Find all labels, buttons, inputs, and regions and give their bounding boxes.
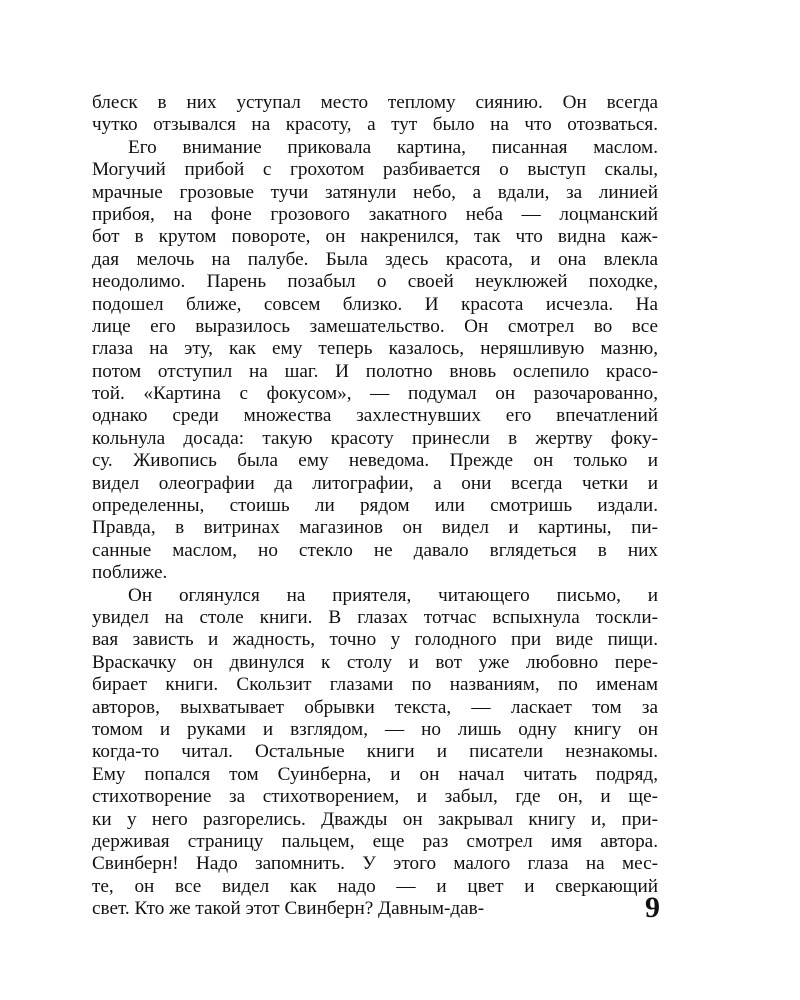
text-line: блеск в них уступал место теплому сиянию. Он всегда bbox=[92, 92, 658, 113]
text-line: лице его выразилось замешательство. Он смотрел во все bbox=[92, 315, 658, 337]
text-line: стихотворение за стихотворением, и забыл, где он, и щe- bbox=[92, 786, 658, 808]
text-line: свет. Кто же такой этот Свинберн? Давным-дав- bbox=[92, 898, 485, 920]
text-line: мрачные грозовые тучи затянули небо, а вдали, за линией bbox=[92, 181, 658, 203]
text-line: дая мелочь на палубе. Была здесь красота, и она влекла bbox=[92, 248, 658, 270]
text-line: поближе. bbox=[92, 562, 168, 584]
text-line: Правда, в витринах магазинов он видел и картины, пи- bbox=[92, 517, 658, 539]
text-line: авторов, выхватывает обрывки текста, — ласкает том за bbox=[92, 696, 658, 718]
text-line: Могучий прибой с грохотом разбивается о выступ скалы, bbox=[92, 159, 658, 181]
text-line: Ему попался том Суинберна, и он начал читать подряд, bbox=[92, 763, 658, 785]
text-line: су. Живопись была ему неведома. Прежде он только и bbox=[92, 450, 658, 472]
text-line: томом и руками и взглядом, — но лишь одну книгу он bbox=[92, 718, 658, 740]
text-line: определенны, стоишь ли рядом или смотришь издали. bbox=[92, 495, 658, 517]
text-line: ки у него разгорелись. Дважды он закрывал книгу и, при- bbox=[92, 808, 658, 830]
text-line: однако среди множества захлестнувших его впечатлений bbox=[92, 405, 658, 427]
text-line: прибоя, на фоне грозового закатного неба — лоцманский bbox=[92, 203, 658, 225]
text-line: те, он все видел как надо — и цвет и сверкающий bbox=[92, 875, 658, 897]
text-line: Враскачку он двинулся к столу и вот уже любовно пере- bbox=[92, 651, 658, 673]
text-line: санные маслом, но стекло не давало вглядеться в них bbox=[92, 539, 658, 561]
text-line: когда-то читал. Остальные книги и писатели незнакомы. bbox=[92, 741, 658, 763]
text-line: бот в крутом повороте, он накренился, так что видна каж- bbox=[92, 226, 658, 248]
text-line: чутко отзывался на красоту, а тут было на что отозваться. bbox=[92, 114, 658, 136]
text-line: бирает книги. Скользит глазами по названиям, по именам bbox=[92, 674, 658, 696]
text-line: Его внимание приковала картина, писанная маслом. bbox=[128, 136, 658, 158]
page-number: 9 bbox=[645, 891, 660, 925]
text-line: вая зависть и жадность, точно у голодного при виде пищи. bbox=[92, 629, 658, 651]
text-line: неодолимо. Парень позабыл о своей неуклюжей походке, bbox=[92, 271, 658, 293]
text-line: кольнула досада: такую красоту принесли в жертву фоку- bbox=[92, 427, 658, 449]
text-line: потом отступил на шаг. И полотно вновь ослепило красо- bbox=[92, 360, 658, 382]
text-line: той. «Картина с фокусом», — подумал он разочарованно, bbox=[92, 383, 658, 405]
text-line: Свинберн! Надо запомнить. У этого малого глаза на мес- bbox=[92, 853, 658, 875]
text-line: держивая страницу пальцем, еще раз смотрел имя автора. bbox=[92, 830, 658, 852]
last-line-row bbox=[92, 891, 660, 925]
text-line: глаза на эту, как ему теперь казалось, неряшливую мазню, bbox=[92, 338, 658, 360]
text-line: видел олеографии да литографии, а они всегда четки и bbox=[92, 472, 658, 494]
text-line: увидел на столе книги. В глазах тотчас вспыхнула тоскли- bbox=[92, 606, 658, 628]
text-line: подошел ближе, совсем близко. И красота исчезла. На bbox=[92, 293, 658, 315]
text-line: Он оглянулся на приятеля, читающего письмо, и bbox=[128, 584, 658, 606]
book-page bbox=[92, 92, 660, 925]
